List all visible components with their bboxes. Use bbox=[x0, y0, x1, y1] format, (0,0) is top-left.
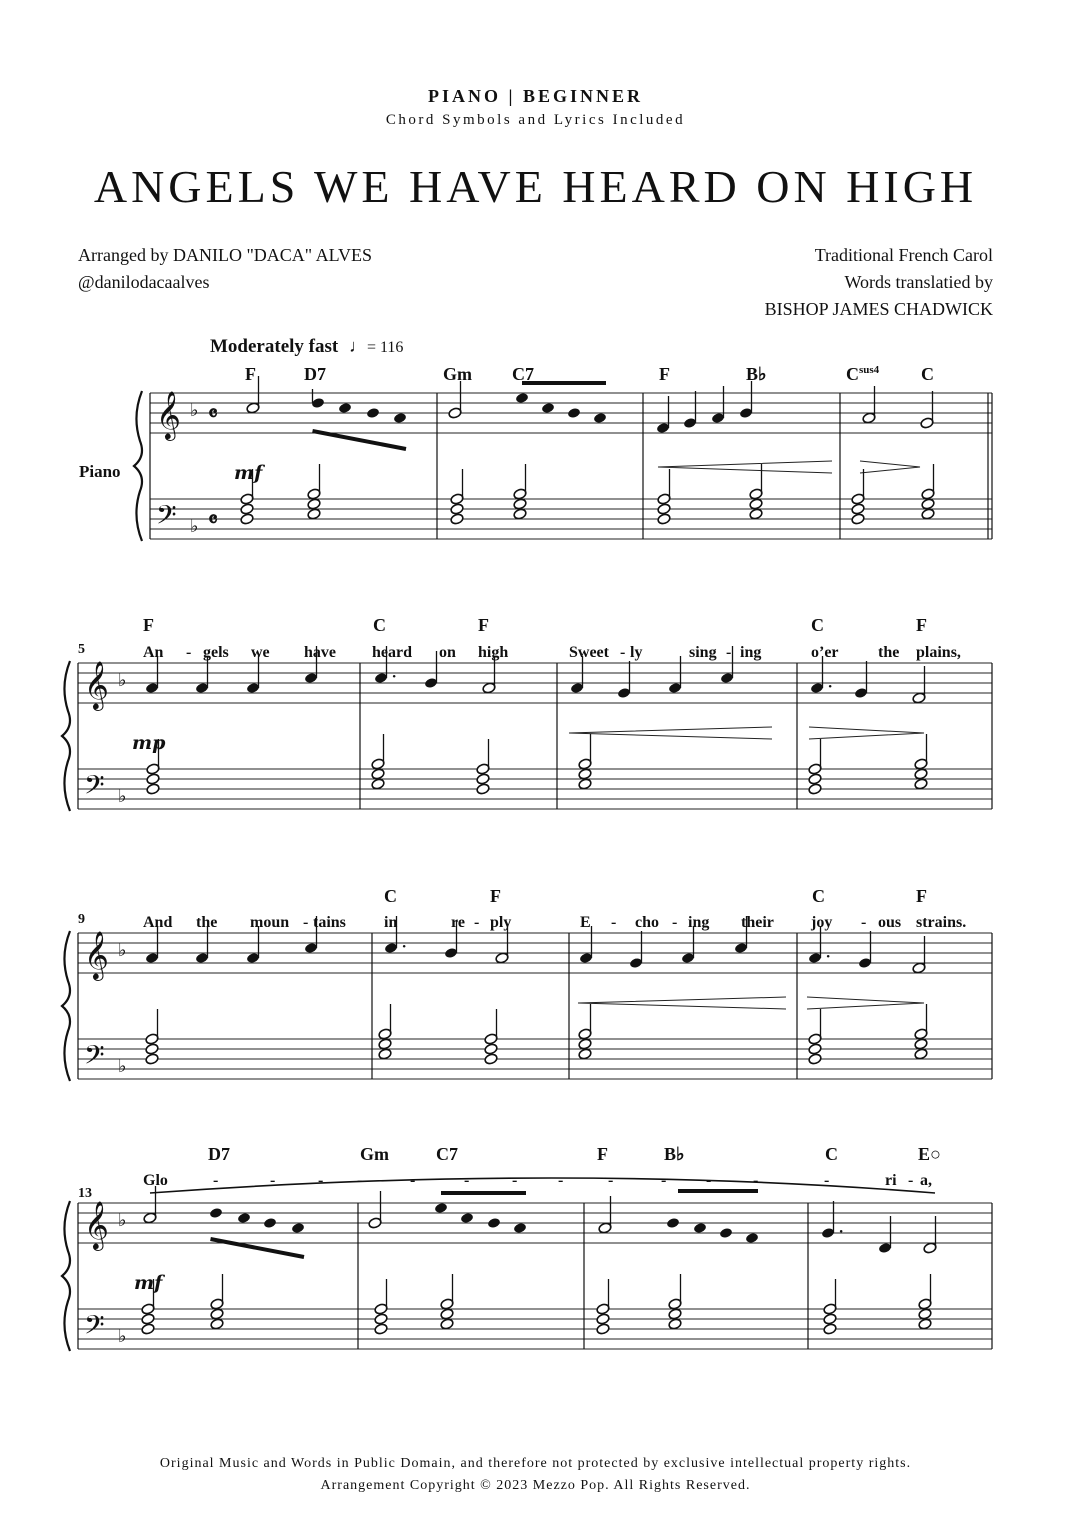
lyric-syllable: in bbox=[384, 914, 398, 931]
chord-notehead bbox=[921, 498, 935, 510]
chord-symbol: C bbox=[921, 364, 934, 384]
lyric-syllable: the bbox=[196, 914, 218, 931]
lyric-hyphen: - bbox=[357, 1172, 363, 1189]
chord-notehead bbox=[657, 503, 671, 515]
chord-notehead bbox=[808, 773, 822, 785]
lyric-hyphen: - bbox=[474, 914, 480, 931]
chord-notehead bbox=[374, 1323, 388, 1335]
chord-notehead bbox=[141, 1313, 155, 1325]
chord-symbol: E○ bbox=[918, 1144, 941, 1164]
dot-icon: · bbox=[401, 934, 408, 958]
lyric-hyphen: - bbox=[753, 1172, 759, 1189]
notehead bbox=[460, 1212, 474, 1224]
lyric-syllable: E bbox=[580, 914, 591, 931]
lyric-syllable: tains bbox=[313, 914, 346, 931]
lyric-syllable: gels bbox=[203, 644, 229, 661]
bass-clef-icon: 𝄢 bbox=[84, 1309, 105, 1347]
lyric-hyphen: - bbox=[672, 914, 678, 931]
chord-symbol: B♭ bbox=[746, 364, 767, 384]
footer-rights: Original Music and Words in Public Domain, and therefore not protected by exclusive intellectual property rights. bbox=[159, 1456, 912, 1471]
chord-notehead bbox=[914, 768, 928, 780]
chord-symbol: F bbox=[916, 886, 927, 906]
beam bbox=[211, 1239, 305, 1257]
lyric-syllable: have bbox=[304, 644, 336, 661]
chord-notehead bbox=[808, 1043, 822, 1055]
chord-notehead bbox=[749, 508, 763, 520]
chord-notehead bbox=[513, 498, 527, 510]
chord-notehead bbox=[918, 1308, 932, 1320]
chord-symbol: C bbox=[384, 886, 397, 906]
notehead bbox=[515, 392, 529, 404]
notehead bbox=[291, 1222, 305, 1234]
treble-clef-icon: 𝄞 bbox=[84, 1200, 109, 1249]
chord-symbol: F bbox=[143, 615, 154, 635]
dynamic-marking: mf bbox=[134, 1272, 163, 1294]
chord-notehead bbox=[146, 783, 160, 795]
lyric-hyphen: - bbox=[558, 1172, 564, 1189]
lyric-hyphen: - bbox=[303, 914, 309, 931]
chord-symbol: F bbox=[490, 886, 501, 906]
chord-symbol: F bbox=[245, 364, 256, 384]
common-time-icon: 𝄴 bbox=[208, 507, 218, 533]
chord-notehead bbox=[823, 1313, 837, 1325]
notehead bbox=[487, 1217, 501, 1229]
chord-symbol: Gm bbox=[360, 1144, 389, 1164]
chord-symbol: D7 bbox=[304, 364, 326, 384]
chord-notehead bbox=[371, 778, 385, 790]
lyric-hyphen: - bbox=[213, 1172, 219, 1189]
chord-symbol: C bbox=[825, 1144, 838, 1164]
lyric-syllable: high bbox=[478, 644, 509, 661]
crescendo-hairpin bbox=[569, 727, 772, 739]
lyric-syllable: ing bbox=[740, 644, 762, 661]
chord-notehead bbox=[596, 1313, 610, 1325]
notehead bbox=[434, 1202, 448, 1214]
lyric-syllable: ous bbox=[878, 914, 902, 931]
chord-notehead bbox=[210, 1318, 224, 1330]
chord-notehead bbox=[668, 1308, 682, 1320]
flat-icon: ♭ bbox=[118, 1210, 127, 1231]
lyric-hyphen: - bbox=[270, 1172, 276, 1189]
chord-root: C bbox=[846, 364, 859, 384]
measure-number: 13 bbox=[78, 1186, 92, 1201]
grand-staff-brace bbox=[62, 1201, 70, 1351]
chord-notehead bbox=[851, 513, 865, 525]
lyric-hyphen: - bbox=[661, 1172, 667, 1189]
chord-notehead bbox=[240, 513, 254, 525]
notehead bbox=[513, 1222, 527, 1234]
chord-symbol: C bbox=[811, 615, 824, 635]
notehead bbox=[209, 1207, 223, 1219]
chord-notehead bbox=[484, 1053, 498, 1065]
chord-notehead bbox=[578, 1048, 592, 1060]
lyric-hyphen: - bbox=[608, 1172, 614, 1189]
lyric-syllable: cho bbox=[635, 914, 659, 931]
chord-notehead bbox=[668, 1318, 682, 1330]
chord-notehead bbox=[749, 498, 763, 510]
translated-label: Words translatied by bbox=[844, 272, 993, 292]
lyric-syllable: Sweet bbox=[569, 644, 609, 661]
flat-icon: ♭ bbox=[118, 670, 127, 691]
bass-clef-icon: 𝄢 bbox=[84, 1039, 105, 1077]
footer-copyright: Arrangement Copyright © 2023 Mezzo Pop. All Rights Reserved. bbox=[320, 1478, 751, 1493]
chord-notehead bbox=[921, 508, 935, 520]
lyric-syllable: sing bbox=[689, 644, 717, 661]
translator-name: BISHOP JAMES CHADWICK bbox=[764, 299, 993, 319]
lyric-syllable: heard bbox=[372, 644, 412, 661]
lyric-syllable: a, bbox=[920, 1172, 932, 1189]
level-label: PIANO | BEGINNER bbox=[428, 86, 643, 106]
lyric-hyphen: - bbox=[861, 914, 867, 931]
chord-symbol: B♭ bbox=[664, 1144, 685, 1164]
lyric-syllable: moun bbox=[250, 914, 290, 931]
lyric-hyphen: - bbox=[512, 1172, 518, 1189]
lyric-hyphen: - bbox=[706, 1172, 712, 1189]
notehead bbox=[366, 407, 380, 419]
chord-notehead bbox=[210, 1308, 224, 1320]
chord-notehead bbox=[371, 768, 385, 780]
chord-notehead bbox=[578, 1038, 592, 1050]
arranger-handle: @danilodacaalves bbox=[78, 272, 210, 292]
chord-notehead bbox=[374, 1313, 388, 1325]
tempo-text: Moderately fast bbox=[210, 336, 339, 357]
treble-clef-icon: 𝄞 bbox=[84, 660, 109, 709]
chord-symbol: Gm bbox=[443, 364, 472, 384]
notehead bbox=[541, 402, 555, 414]
chord-symbol: C bbox=[812, 886, 825, 906]
measure-number: 5 bbox=[78, 642, 85, 657]
chord-notehead bbox=[914, 1038, 928, 1050]
tempo-value: = 116 bbox=[366, 339, 404, 356]
dot-icon: · bbox=[838, 1219, 845, 1243]
subtitle: Chord Symbols and Lyrics Included bbox=[385, 112, 686, 128]
lyric-syllable: joy bbox=[811, 914, 833, 931]
chord-notehead bbox=[240, 503, 254, 515]
chord-symbol: F bbox=[597, 1144, 608, 1164]
arranger-name: Arranged by DANILO "DACA" ALVES bbox=[78, 245, 373, 265]
lyric-syllable: strains. bbox=[916, 914, 967, 931]
chord-notehead bbox=[378, 1038, 392, 1050]
lyric-syllable: ri bbox=[885, 1172, 897, 1189]
grand-staff-brace bbox=[62, 931, 70, 1081]
notehead bbox=[693, 1222, 707, 1234]
grand-staff-brace bbox=[62, 661, 70, 811]
flat-icon: ♭ bbox=[190, 516, 199, 537]
chord-notehead bbox=[657, 513, 671, 525]
notehead bbox=[237, 1212, 251, 1224]
chord-notehead bbox=[440, 1318, 454, 1330]
measure-number: 9 bbox=[78, 912, 85, 927]
chord-notehead bbox=[578, 768, 592, 780]
dot-icon: · bbox=[391, 664, 398, 688]
notehead bbox=[593, 412, 607, 424]
notehead bbox=[719, 1227, 733, 1239]
lyric-syllable: we bbox=[251, 644, 270, 661]
origin-text: Traditional French Carol bbox=[814, 245, 993, 265]
chord-notehead bbox=[596, 1323, 610, 1335]
crescendo-hairpin bbox=[658, 461, 832, 473]
beam bbox=[313, 431, 407, 449]
chord-symbol: C7 bbox=[512, 364, 534, 384]
chord-notehead bbox=[450, 513, 464, 525]
chord-notehead bbox=[307, 508, 321, 520]
notehead bbox=[338, 402, 352, 414]
chord-notehead bbox=[851, 503, 865, 515]
chord-notehead bbox=[145, 1053, 159, 1065]
lyric-hyphen: - bbox=[611, 914, 617, 931]
lyric-hyphen: - bbox=[726, 644, 732, 661]
chord-notehead bbox=[146, 773, 160, 785]
lyric-syllable: ply bbox=[490, 914, 512, 931]
chord-symbol: F bbox=[478, 615, 489, 635]
lyric-hyphen: - bbox=[824, 1172, 830, 1189]
phrase-slur bbox=[150, 1178, 935, 1193]
dot-icon: · bbox=[827, 674, 834, 698]
lyric-syllable: on bbox=[439, 644, 456, 661]
chord-symbol: F bbox=[659, 364, 670, 384]
lyric-syllable: their bbox=[741, 914, 774, 931]
flat-icon: ♭ bbox=[118, 786, 127, 807]
lyric-syllable: ly bbox=[630, 644, 643, 661]
lyric-syllable: And bbox=[143, 914, 173, 931]
flat-icon: ♭ bbox=[118, 1056, 127, 1077]
notehead bbox=[745, 1232, 759, 1244]
notehead bbox=[263, 1217, 277, 1229]
chord-notehead bbox=[307, 498, 321, 510]
notehead bbox=[567, 407, 581, 419]
dot-icon: · bbox=[825, 944, 832, 968]
chord-notehead bbox=[476, 783, 490, 795]
lyric-syllable: Glo bbox=[143, 1172, 168, 1189]
page-title: ANGELS WE HAVE HEARD ON HIGH bbox=[93, 161, 978, 212]
chord-notehead bbox=[440, 1308, 454, 1320]
lyric-syllable: An bbox=[143, 644, 164, 661]
crescendo-hairpin bbox=[578, 997, 786, 1009]
notehead bbox=[666, 1217, 680, 1229]
chord-notehead bbox=[578, 778, 592, 790]
notehead bbox=[393, 412, 407, 424]
instrument-label: Piano bbox=[79, 462, 121, 481]
lyric-hyphen: - bbox=[620, 644, 626, 661]
lyric-hyphen: - bbox=[908, 1172, 914, 1189]
lyric-syllable: the bbox=[878, 644, 900, 661]
chord-notehead bbox=[450, 503, 464, 515]
chord-notehead bbox=[513, 508, 527, 520]
chord-symbol: D7 bbox=[208, 1144, 230, 1164]
treble-clef-icon: 𝄞 bbox=[84, 930, 109, 979]
treble-clef-icon: 𝄞 bbox=[156, 390, 181, 439]
lyric-syllable: re bbox=[451, 914, 465, 931]
flat-icon: ♭ bbox=[190, 400, 199, 421]
chord-notehead bbox=[918, 1318, 932, 1330]
decrescendo-hairpin bbox=[860, 461, 920, 473]
lyric-syllable: o’er bbox=[811, 644, 839, 661]
chord-symbol: F bbox=[916, 615, 927, 635]
chord-notehead bbox=[914, 1048, 928, 1060]
lyric-syllable: ing bbox=[688, 914, 710, 931]
dynamic-marking: mf bbox=[234, 462, 263, 484]
chord-symbol: C bbox=[373, 615, 386, 635]
quarter-note-icon: ♩ bbox=[348, 336, 367, 356]
chord-notehead bbox=[484, 1043, 498, 1055]
lyric-hyphen: - bbox=[318, 1172, 324, 1189]
bass-clef-icon: 𝄢 bbox=[156, 499, 177, 537]
decrescendo-hairpin bbox=[809, 727, 924, 739]
chord-notehead bbox=[808, 1053, 822, 1065]
dynamic-marking: mp bbox=[132, 732, 166, 754]
grand-staff-brace bbox=[134, 391, 142, 541]
chord-notehead bbox=[823, 1323, 837, 1335]
chord-notehead bbox=[808, 783, 822, 795]
common-time-icon: 𝄴 bbox=[208, 401, 218, 427]
flat-icon: ♭ bbox=[118, 1326, 127, 1347]
chord-notehead bbox=[914, 778, 928, 790]
chord-notehead bbox=[378, 1048, 392, 1060]
decrescendo-hairpin bbox=[807, 997, 924, 1009]
lyric-hyphen: - bbox=[464, 1172, 470, 1189]
bass-clef-icon: 𝄢 bbox=[84, 769, 105, 807]
chord-notehead bbox=[141, 1323, 155, 1335]
chord-suffix: sus4 bbox=[859, 364, 880, 376]
lyric-hyphen: - bbox=[186, 644, 192, 661]
flat-icon: ♭ bbox=[118, 940, 127, 961]
chord-notehead bbox=[476, 773, 490, 785]
lyric-hyphen: - bbox=[410, 1172, 416, 1189]
lyric-syllable: plains, bbox=[916, 644, 961, 661]
chord-notehead bbox=[145, 1043, 159, 1055]
chord-symbol: C7 bbox=[436, 1144, 458, 1164]
